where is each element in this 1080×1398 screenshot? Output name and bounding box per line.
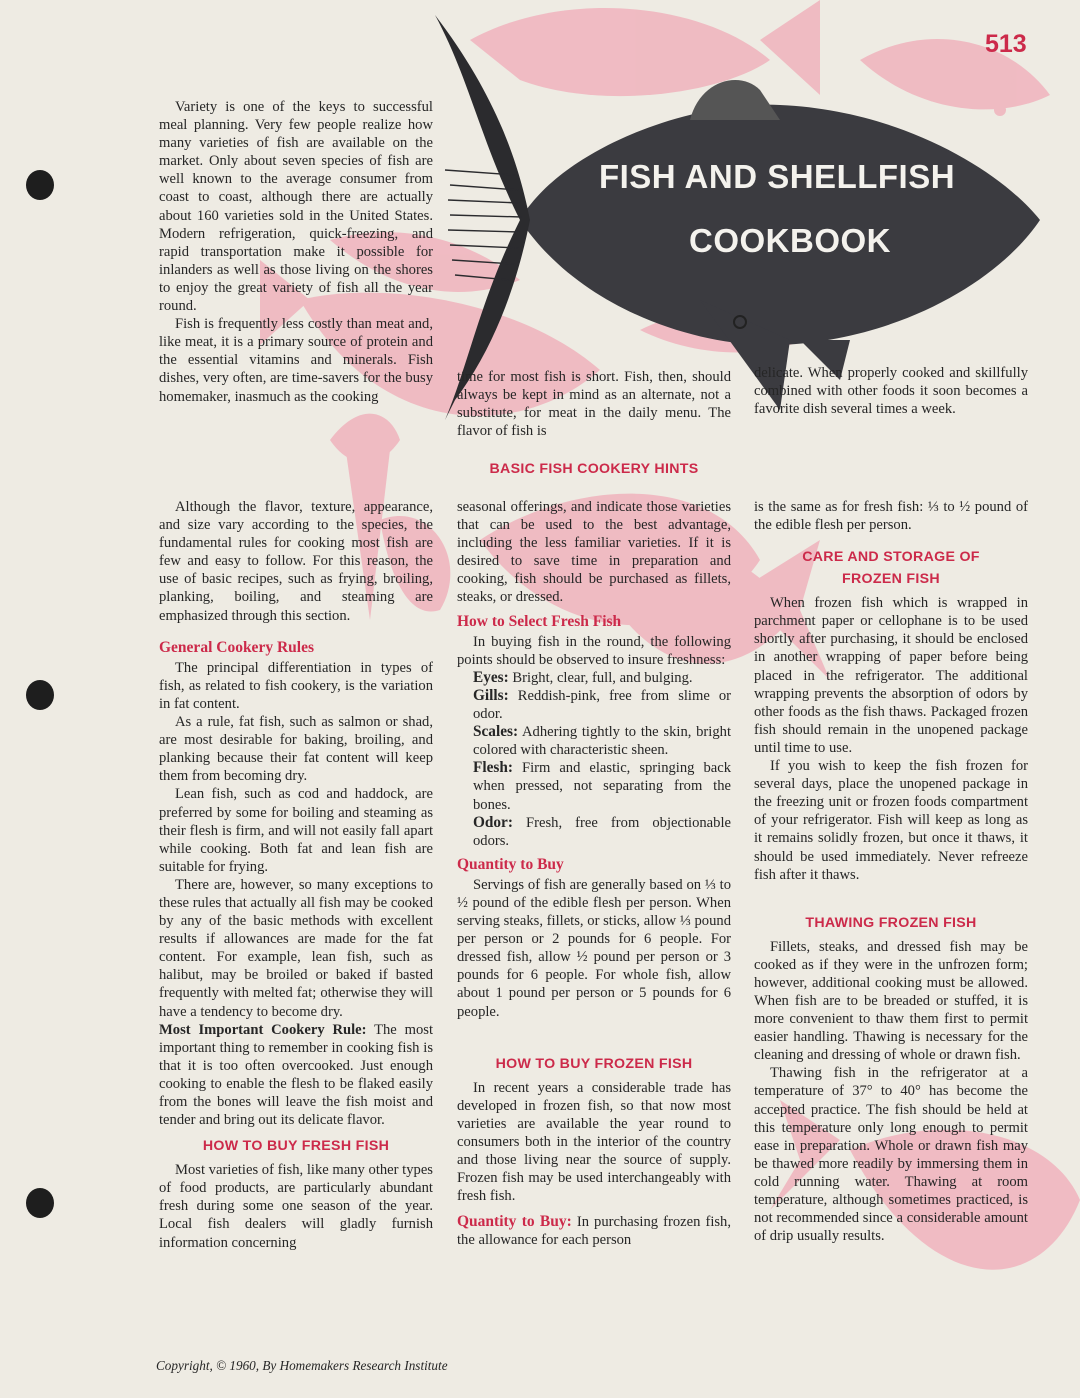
basic-hints-heading: BASIC FISH COOKERY HINTS <box>489 461 699 477</box>
paragraph: Servings of fish are generally based on ⅓ to ½ pound of the edible flesh per person. When serving steaks, fillets, or sticks, allow ⅓ pound per person or 2 pounds for 6 people. For dressed fish, allow ½ pound per person or 3 pounds for 6 people. For whole fish, allow about 1 pound per person or 5 pounds for 6 people. <box>457 876 731 1020</box>
paragraph: As a rule, fat fish, such as salmon or shad, are most desirable for baking, broiling, and planking because their fat content will keep them from becoming dry. <box>159 714 433 785</box>
intro-paragraph: delicate. When properly cooked and skillfully combined with other foods it soon becomes a favorite dish several times a week. <box>754 365 1028 418</box>
title-line-1: FISH AND SHELLFISH <box>598 158 956 195</box>
intro-paragraph: Variety is one of the keys to successful meal planning. Very few people realize how many varieties of fish are available on the market. Only about seven species of fish are well known to the average consumer from coast to coast, although there are actually about 160 varieties sold in the United States. Modern refrigeration, quick-freezing, and rapid transportation make it possible for inlanders as well as those living on the shores to enjoy the great variety of fish all the year round. <box>159 99 433 315</box>
intro-column-2 <box>457 368 731 440</box>
check-label: Scales: <box>473 723 519 741</box>
quantity-frozen-label: Quantity to Buy: <box>457 1213 572 1231</box>
paragraph: seasonal offerings, and indicate those varieties that can be used to the best advantage, including the less familiar varieties. If it is desired to save time in preparation and cooking, fish should be purchased as fillets, steaks, or dressed. <box>457 499 731 606</box>
check-text: Adhering tightly to the skin, bright colored with characteristic sheen. <box>473 724 731 759</box>
column-2 <box>457 498 731 1249</box>
intro-paragraph: time for most fish is short. Fish, then, should always be kept in mind as an alternate, not a substitute, for meat in the daily menu. The flavor of fish is <box>457 369 731 440</box>
buy-fresh-heading: HOW TO BUY FRESH FISH <box>202 1138 390 1155</box>
paragraph: Most varieties of fish, like many other types of food products, are particularly abundant fresh during some one season of the year. Local fish dealers will gladly furnish information concerning <box>159 1162 433 1251</box>
check-label: Flesh: <box>473 759 513 777</box>
quantity-heading: Quantity to Buy <box>457 855 564 873</box>
binder-hole <box>26 170 54 200</box>
paragraph: The principal differentiation in types of fish, as related to fish cookery, is the variation in fat content. <box>159 659 433 712</box>
paragraph: When frozen fish which is wrapped in parchment paper or cellophane is to be used shortly after purchasing, it should be enclosed in another wrapping of paper before being placed in the refrigerator. The additional wrapping prevents the absorption of odors by other foods as the fish thaws. Packaged frozen fish should remain in the unopened package until time to use. <box>754 595 1028 756</box>
check-label: Gills: <box>473 686 509 704</box>
binder-hole <box>26 680 54 710</box>
check-odor <box>457 814 731 850</box>
care-heading-line-2: FROZEN FISH <box>842 571 940 588</box>
paragraph: In recent years a considerable trade has developed in frozen fish, so that now most varieties are available the year round to consumers both in the interior of the country and those living near the source of supply. Frozen fish may be used interchangeably with fresh fish. <box>457 1079 731 1205</box>
most-important-rule <box>159 1021 433 1130</box>
check-gills <box>457 687 731 723</box>
check-label: Odor: <box>473 813 513 831</box>
check-text: Fresh, free from objectionable odors. <box>473 814 731 849</box>
title-line-2: COOKBOOK <box>689 222 891 259</box>
paragraph: Although the flavor, texture, appearance, and size vary according to the species, the fundamental rules for cooking most fish are few and easy to follow. For this reason, the use of basic recipes, such as frying, broiling, planking, boiling, and steaming are emphasized through this section. <box>159 499 433 624</box>
check-eyes <box>457 669 731 687</box>
intro-column-3 <box>754 364 1028 418</box>
column-3 <box>754 498 1028 1245</box>
select-fresh-heading: How to Select Fresh Fish <box>457 612 622 630</box>
paragraph: In buying fish in the round, the following points should be observed to insure freshness: <box>457 633 731 668</box>
check-text: Bright, clear, full, and bulging. <box>512 669 693 686</box>
page-number: 513 <box>985 30 1027 58</box>
check-label: Eyes: <box>473 668 509 686</box>
buy-frozen-heading: HOW TO BUY FROZEN FISH <box>495 1055 693 1072</box>
paragraph: Fillets, steaks, and dressed fish may be cooked as if they were in the unfrozen form; however, additional cooking must be allowed. When fish are to be breaded or stuffed, it is more convenient to thaw them first to permit easier handling. Thawing is necessary for the cleaning and dressing of whole or drawn fish. <box>754 938 1028 1064</box>
paragraph: Lean fish, such as cod and haddock, are preferred by some for boiling and steaming as their flesh is firm, and will not easily fall apart while cooking. Both fat and lean fish are suitable for frying. <box>159 786 433 875</box>
thawing-heading: THAWING FROZEN FISH <box>805 914 977 931</box>
care-storage-heading <box>754 546 1028 590</box>
paragraph: There are, however, so many exceptions to these rules that actually all fish may be cooked by any of the basic methods with excellent results if allowances are made for the fat content. For example, lean fish, such as halibut, may be broiled or baked if basted frequently with melted fat; otherwise they will have a tendency to become dry. <box>159 876 433 1020</box>
paragraph: Thawing fish in the refrigerator at a temperature of 37° to 40° has become the accepted practice. The fish should be held at this temperature only long enough to permit ease in preparation. Whole or drawn fish may be thawed more readily by immersing them in cold running water. Thawing at room temperature, although sometimes practiced, is not recommended since a considerable amount of drip usually results. <box>754 1065 1028 1245</box>
check-text: Reddish-pink, free from slime or odor. <box>473 687 731 723</box>
column-1 <box>159 498 433 1252</box>
intro-column-1 <box>159 98 433 406</box>
check-flesh <box>457 759 731 813</box>
paragraph: If you wish to keep the fish frozen for several days, place the unopened package in the freezing unit or frozen foods compartment of your refrigerator. Fish will keep as long as it remains solidly frozen, but once it thaws, it should be used immediately. Never refreeze fish after it thaws. <box>754 758 1028 883</box>
most-important-label: Most Important Cookery Rule: <box>159 1021 367 1038</box>
quantity-frozen-text: In purchasing frozen fish, the allowance for each person <box>457 1214 731 1249</box>
paragraph: is the same as for fresh fish: ⅓ to ½ pound of the edible flesh per person. <box>754 499 1028 534</box>
check-scales <box>457 723 731 759</box>
care-heading-line-1: CARE AND STORAGE OF <box>802 549 980 566</box>
copyright-footer: Copyright, © 1960, By Homemakers Research Institute <box>156 1358 448 1373</box>
most-important-text: The most important thing to remember in cooking fish is that it is too often overcooked. Just enough cooking to enable the flesh to be flaked easily from the bones will leave the fish moist and tender and bring out its delicate flavor. <box>159 1021 433 1129</box>
binder-hole <box>26 1188 54 1218</box>
quantity-frozen <box>457 1213 731 1249</box>
general-rules-heading: General Cookery Rules <box>159 638 314 656</box>
check-text: Firm and elastic, springing back when pressed, not separating from the bones. <box>473 760 731 813</box>
intro-paragraph: Fish is frequently less costly than meat and, like meat, it is a primary source of protein and the essential vitamins and minerals. Fish dishes, very often, are time-savers for the busy homemaker, inasmuch as the cooking <box>159 316 433 405</box>
